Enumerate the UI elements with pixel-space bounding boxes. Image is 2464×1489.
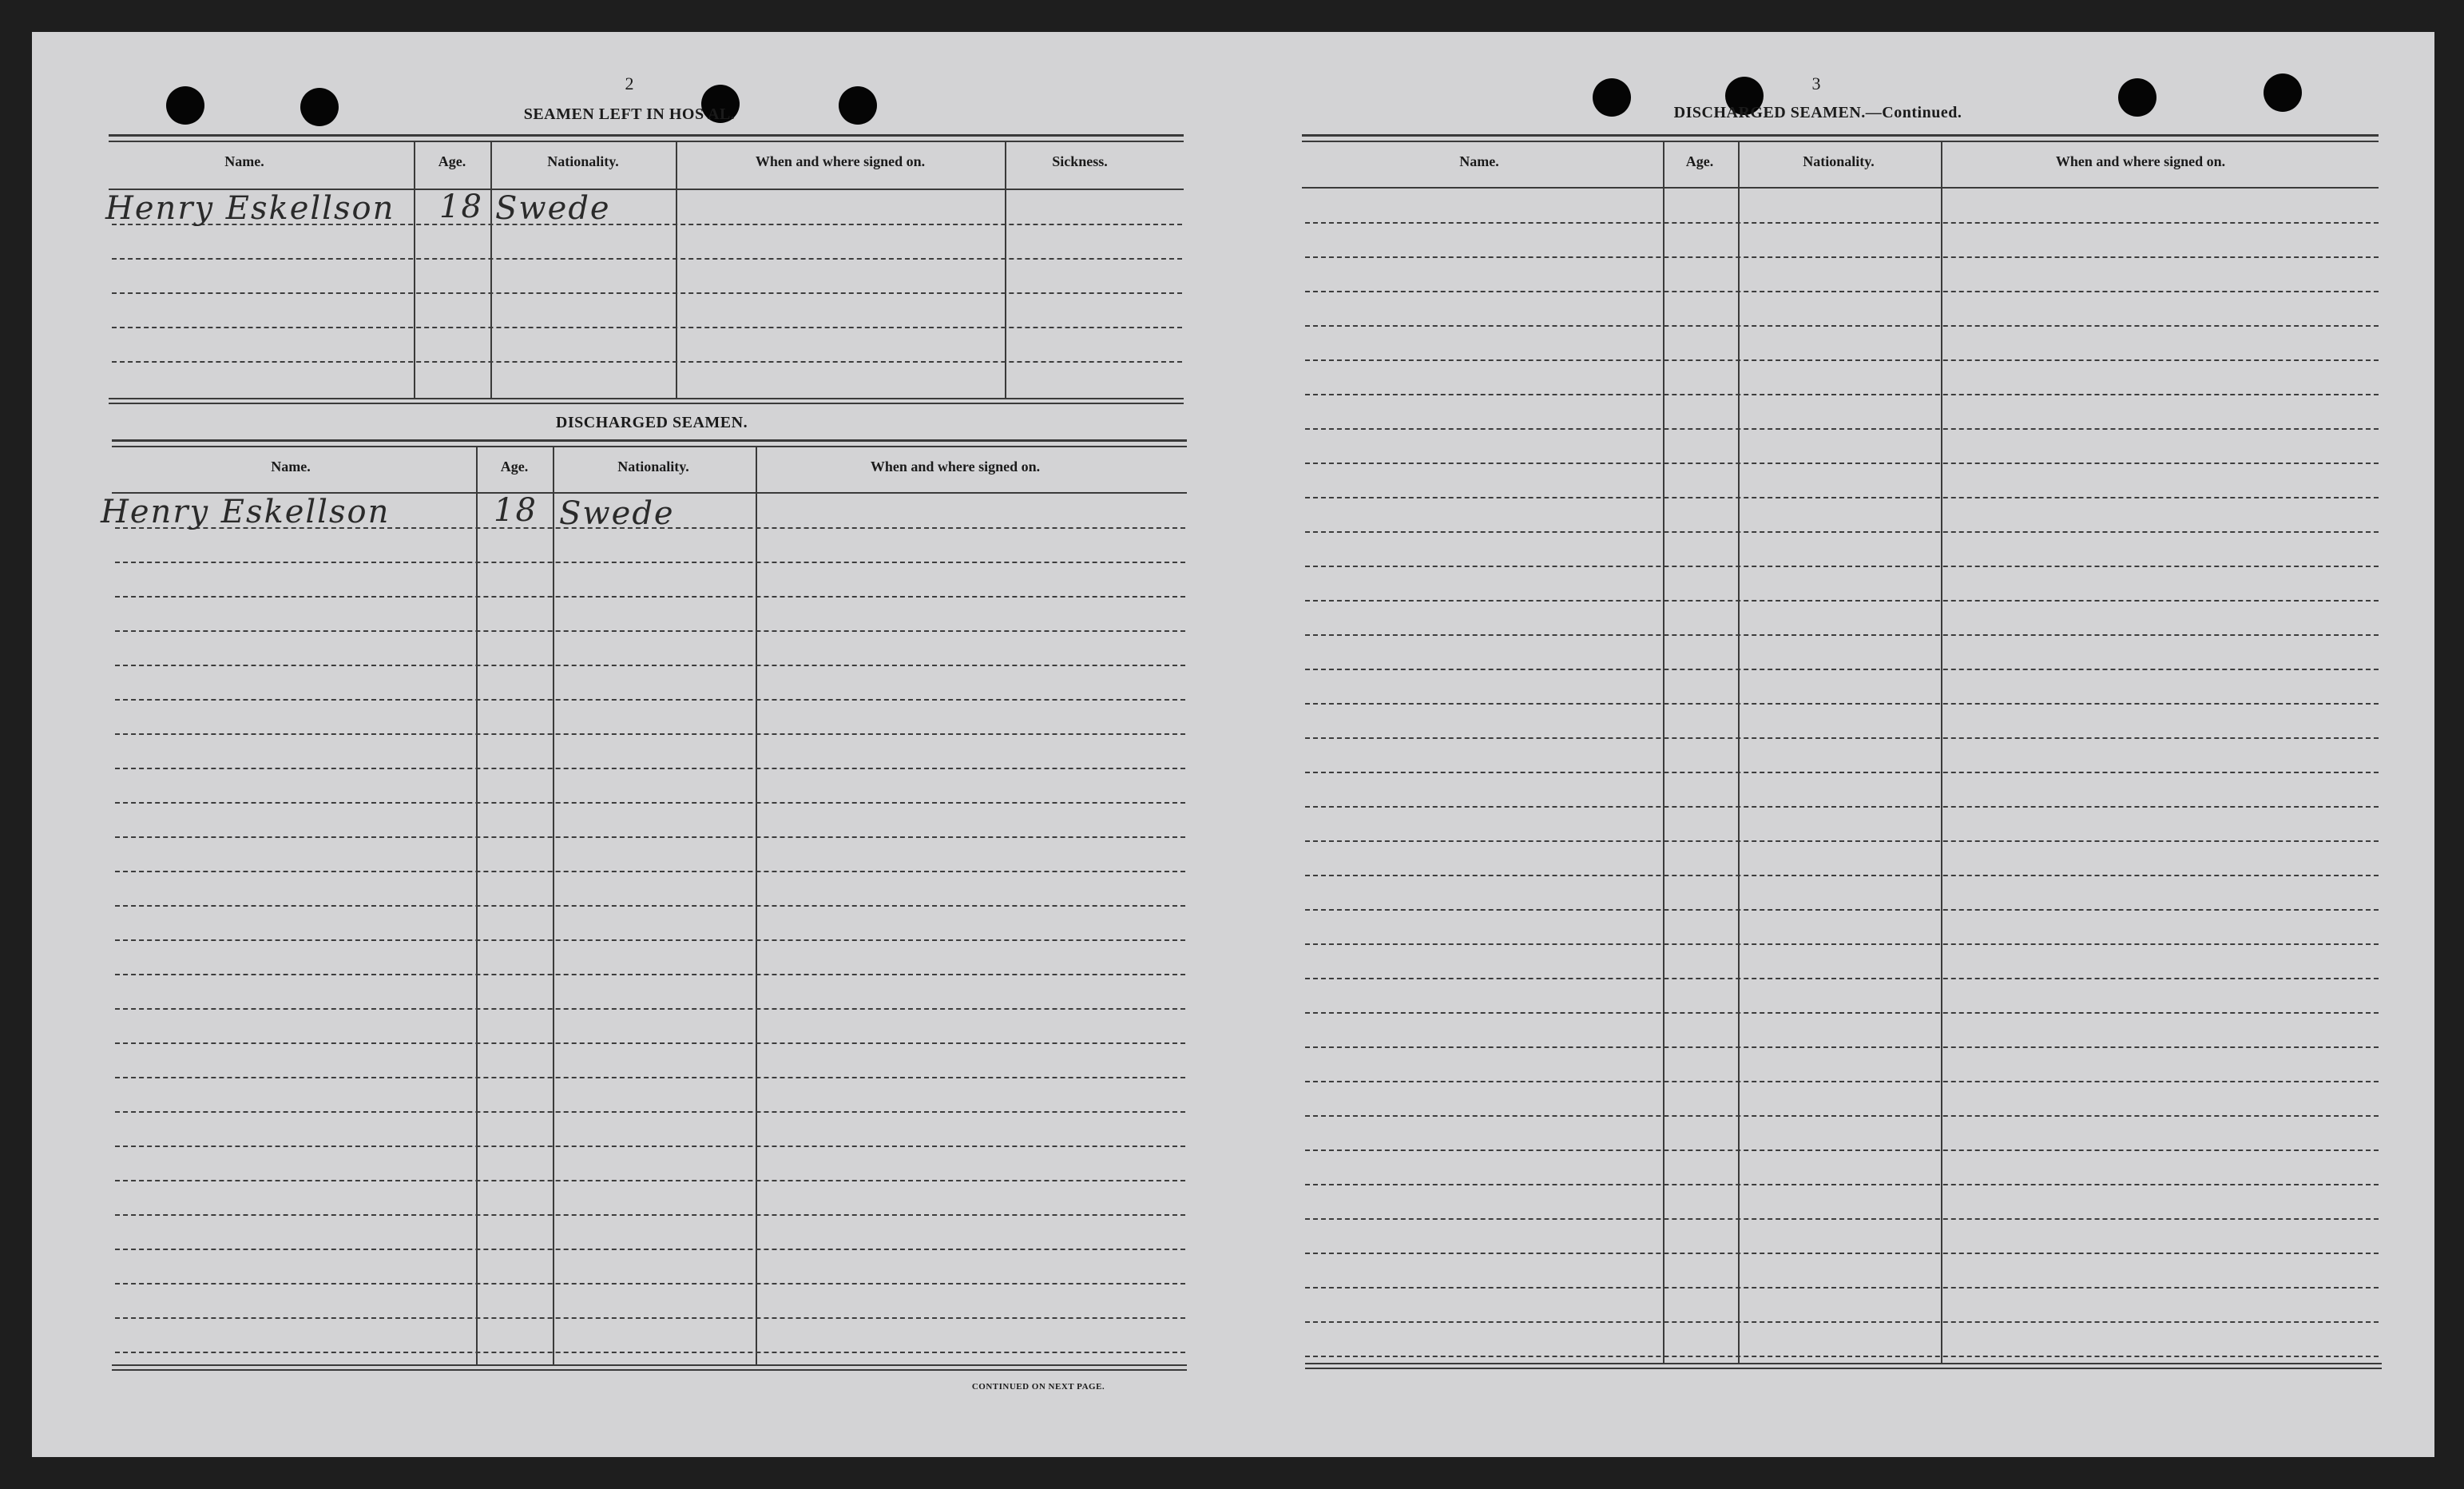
ruled-line [115, 1111, 1185, 1113]
hospital-section-title: SEAMEN LEFT IN HOS AL. [523, 105, 736, 123]
discharged-col-nationality: Nationality. [617, 459, 689, 474]
discharged-col-signed-on: When and where signed on. [870, 459, 1041, 474]
rule [112, 439, 1187, 442]
column-divider [490, 141, 492, 398]
ruled-line [1305, 428, 2379, 430]
ruled-line [115, 905, 1185, 907]
rule [1302, 141, 2379, 142]
discharged-row-name: Henry Eskellson [101, 494, 391, 530]
continued-col-age: Age. [1685, 153, 1714, 169]
ruled-line [112, 361, 1182, 363]
ruled-line [1305, 566, 2379, 567]
punch-hole [300, 88, 339, 126]
column-divider [414, 141, 415, 398]
ruled-line [1305, 1012, 2379, 1014]
ruled-line [115, 630, 1185, 632]
ruled-line [112, 258, 1182, 260]
continued-col-name: Name. [1459, 153, 1499, 169]
punch-hole [1593, 78, 1631, 117]
ruled-line [1305, 325, 2379, 327]
continued-col-nationality: Nationality. [1803, 153, 1875, 169]
punch-hole [166, 86, 204, 125]
page-number-left: 2 [625, 73, 634, 93]
ruled-line [115, 1249, 1185, 1250]
column-divider [676, 141, 677, 398]
ruled-line [115, 1352, 1185, 1353]
ruled-line [115, 1317, 1185, 1319]
ruled-line [1305, 943, 2379, 945]
ruled-line [115, 939, 1185, 941]
punch-hole [2118, 78, 2156, 117]
ruled-line [115, 562, 1185, 563]
hospital-col-name: Name. [224, 153, 264, 169]
ruled-line [1305, 222, 2379, 224]
ruled-line [115, 1077, 1185, 1078]
ruled-line [115, 871, 1185, 872]
ruled-line [1305, 840, 2379, 842]
ruled-line [112, 292, 1182, 294]
ruled-line [1305, 1115, 2379, 1117]
ruled-line [1305, 1046, 2379, 1048]
rule [109, 398, 1184, 399]
discharged-section-title: DISCHARGED SEAMEN. [555, 414, 748, 431]
ruled-line [115, 802, 1185, 804]
ruled-line [115, 596, 1185, 598]
ruled-line [115, 699, 1185, 701]
ruled-line [1305, 531, 2379, 533]
rule [109, 403, 1184, 404]
discharged-col-name: Name. [271, 459, 311, 474]
punch-hole [839, 86, 877, 125]
hospital-row-name: Henry Eskellson [105, 190, 395, 227]
ruled-line [115, 1180, 1185, 1181]
rule [112, 446, 1187, 447]
rule [112, 1364, 1187, 1366]
ruled-line [1305, 1150, 2379, 1151]
hospital-col-sickness: Sickness. [1052, 153, 1108, 169]
ruled-line [1305, 703, 2379, 705]
ruled-line [1305, 359, 2379, 361]
ruled-line [1305, 497, 2379, 498]
punch-hole [2264, 73, 2302, 112]
ruled-line [1305, 669, 2379, 670]
hospital-row-nationality: Swede [495, 190, 611, 227]
ruled-line [1305, 634, 2379, 636]
ruled-line [1305, 909, 2379, 911]
ruled-line [1305, 772, 2379, 773]
rule [1302, 187, 2379, 189]
ruled-line [1305, 600, 2379, 602]
page-number-right: 3 [1811, 73, 1821, 93]
column-divider [1005, 141, 1006, 398]
discharged-row-age: 18 [494, 492, 538, 529]
continued-note: CONTINUED ON NEXT PAGE. [971, 1382, 1105, 1392]
hospital-row-age: 18 [439, 189, 483, 225]
ruled-line [115, 1008, 1185, 1010]
hospital-col-age: Age. [438, 153, 466, 169]
rule [1305, 1363, 2382, 1364]
column-divider [1663, 141, 1664, 1363]
ruled-line [1305, 291, 2379, 292]
ruled-line [1305, 875, 2379, 876]
continued-col-signed-on: When and where signed on. [2055, 153, 2226, 169]
ruled-line [115, 665, 1185, 666]
rule [1302, 134, 2379, 137]
ruled-line [1305, 1356, 2379, 1357]
rule [109, 134, 1184, 137]
discharged-continued-title: DISCHARGED SEAMEN.—Continued. [1673, 104, 1962, 121]
ruled-line [115, 733, 1185, 735]
ruled-line [1305, 978, 2379, 979]
ruled-line [1305, 256, 2379, 258]
ruled-line [115, 1146, 1185, 1147]
column-divider [1941, 141, 1942, 1363]
ruled-line [115, 1283, 1185, 1285]
ruled-line [1305, 1081, 2379, 1082]
ruled-line [1305, 1287, 2379, 1288]
ledger-sheet [32, 32, 2434, 1457]
discharged-col-age: Age. [500, 459, 529, 474]
ruled-line [1305, 463, 2379, 464]
rule [109, 141, 1184, 142]
ruled-line [1305, 806, 2379, 808]
ruled-line [1305, 1321, 2379, 1323]
ruled-line [1305, 1184, 2379, 1185]
ruled-line [112, 327, 1182, 328]
ruled-line [1305, 737, 2379, 739]
ruled-line [1305, 1218, 2379, 1220]
rule [112, 1369, 1187, 1371]
ruled-line [1305, 1253, 2379, 1254]
rule [1305, 1368, 2382, 1369]
ruled-line [115, 836, 1185, 838]
column-divider [1738, 141, 1740, 1363]
hospital-col-nationality: Nationality. [547, 153, 619, 169]
ruled-line [115, 1214, 1185, 1216]
hospital-col-signed-on: When and where signed on. [755, 153, 926, 169]
ruled-line [115, 974, 1185, 975]
ruled-line [115, 768, 1185, 769]
ruled-line [1305, 394, 2379, 395]
discharged-row-nationality: Swede [559, 495, 675, 532]
ruled-line [115, 1042, 1185, 1044]
